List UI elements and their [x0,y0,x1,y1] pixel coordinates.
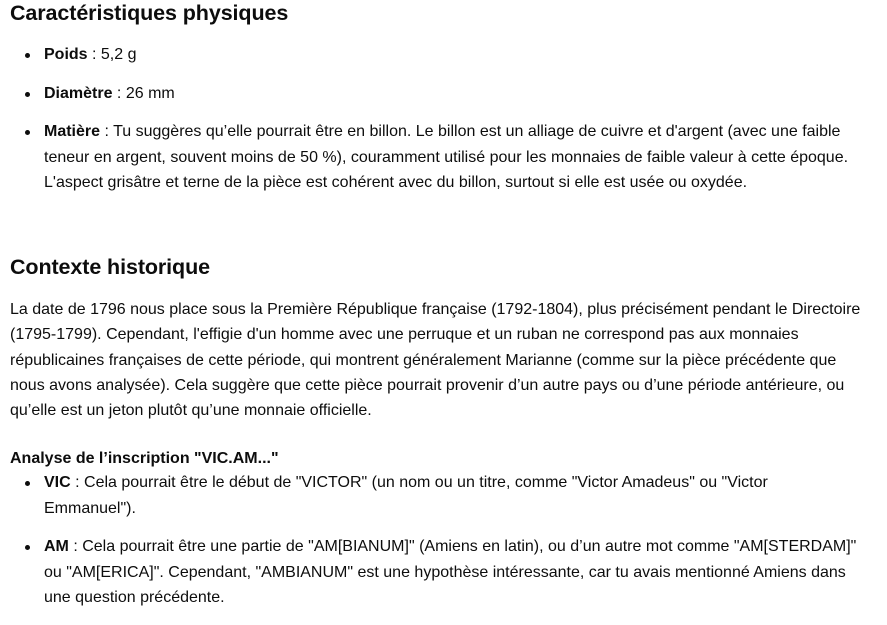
item-text: : Tu suggères qu’elle pourrait être en billon. Le billon est un alliage de cuivre et d'argent (avec une faible teneur en argent, souvent moins de 50 %), couramment utilisé pour les monnaies de faible valeur à cette époque. L'aspect grisâtre et terne de la pièce est cohérent avec du billon, surtout si elle est usée ou oxydée. [44,123,849,191]
analyse-list [10,470,860,611]
list-item-poids [10,42,860,68]
list-item-matiere [10,119,860,196]
item-label: Poids [44,46,88,63]
item-label: AM [44,538,69,555]
contexte-paragraph: La date de 1796 nous place sous la Première République française (1792-1804), plus précisément pendant le Directoire (1795-1799). Cependant, l'effigie d'un homme avec une perruque et un ruban ne correspond pas aux monnaies républicaines françaises de cette période, qui montrent généralement Marianne (comme sur la pièce précédente que nous avons analysée). Cela suggère que cette pièce pourrait provenir d’un autre pays ou d’une période antérieure, ou qu’elle est un jeton plutôt qu’une monnaie officielle. [10,301,861,420]
item-label: VIC [44,474,71,491]
item-text: : Cela pourrait être une partie de "AM[BIANUM]" (Amiens en latin), ou d’un autre mot comme "AM[STERDAM]" ou "AM[ERICA]". Cependant, "AMBIANUM" est une hypothèse intéressante, car tu avais mentionné Amiens dans une question précédente. [44,538,857,606]
physique-list [10,42,860,196]
list-item-vic [10,470,860,521]
item-text: : 26 mm [112,84,175,102]
section-heading-analyse: Analyse de l’inscription "VIC.AM..." [10,450,279,467]
item-text: : 5,2 g [87,46,137,63]
item-text: : Cela pourrait être le début de "VICTOR" (un nom ou un titre, comme "Victor Amadeus" ou "Victor Emmanuel"). [44,474,768,517]
item-label: Matière [44,123,101,140]
section-heading-contexte: Contexte historique [10,255,210,279]
item-label: Diamètre [44,84,113,102]
section-heading-physique: Caractéristiques physiques [10,1,289,25]
list-item-am [10,534,860,611]
list-item-diametre [10,81,860,107]
